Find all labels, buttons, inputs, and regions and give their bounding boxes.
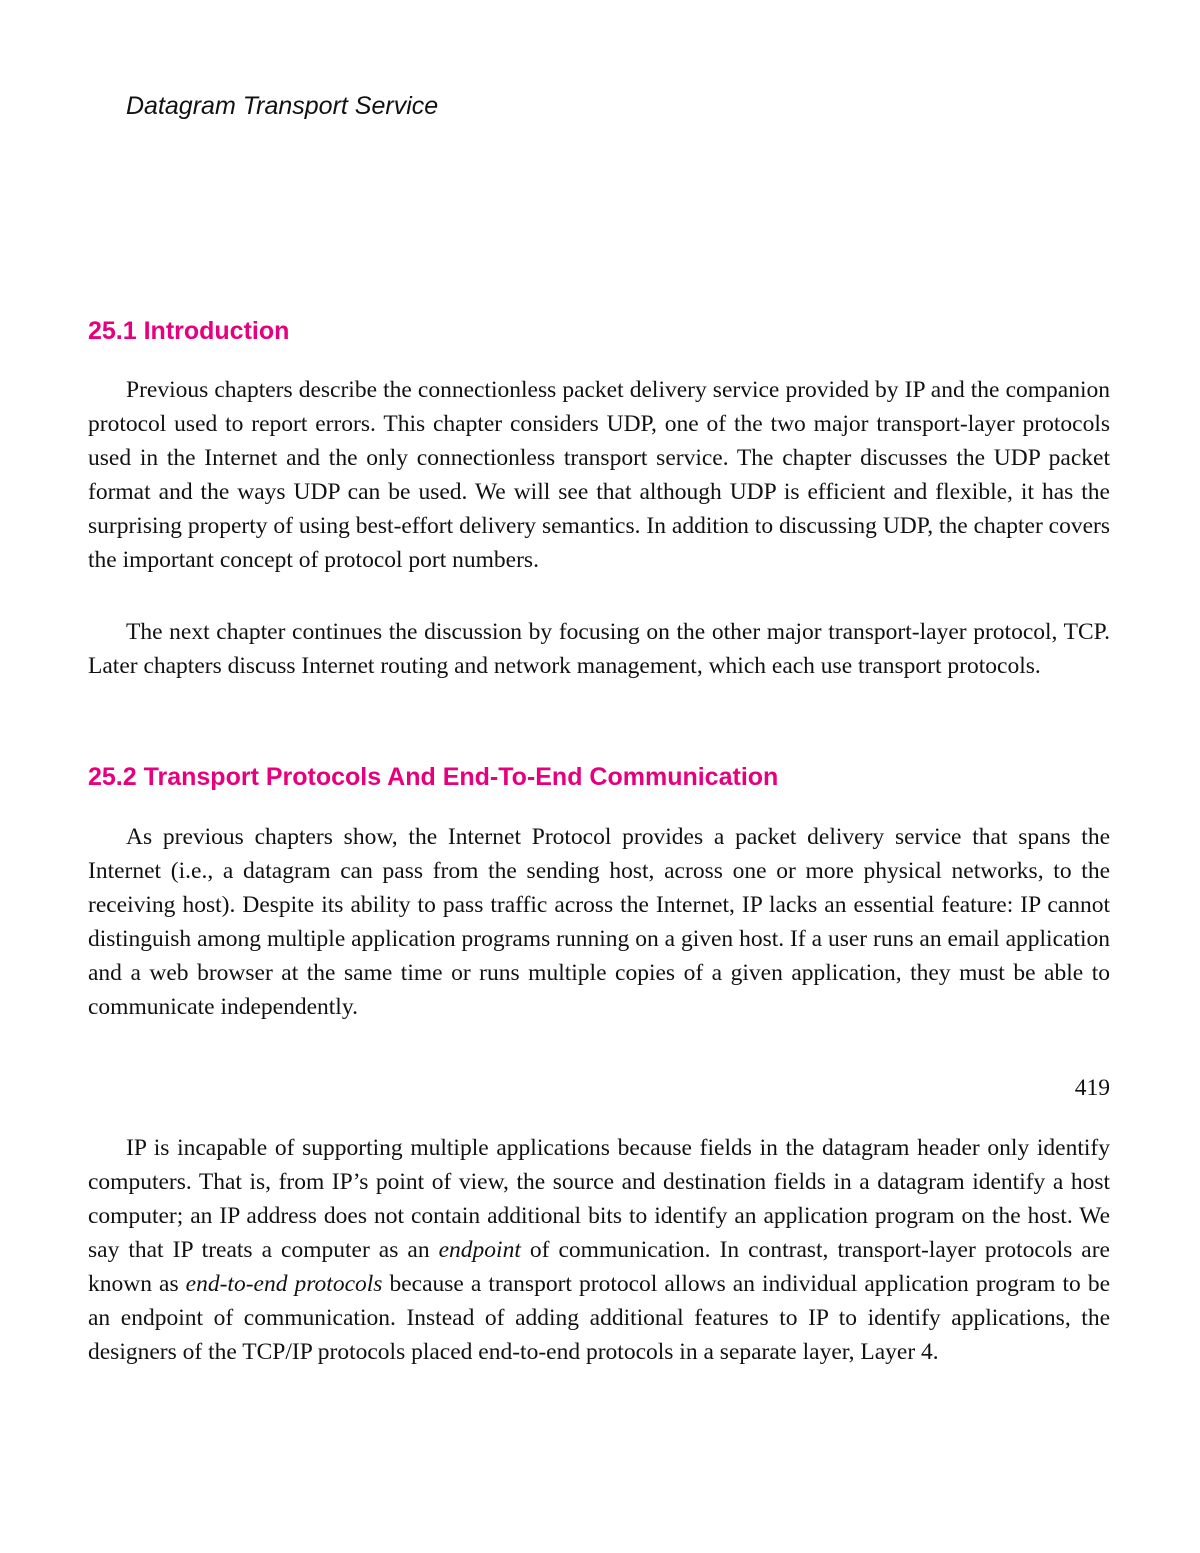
running-head: Datagram Transport Service (126, 92, 439, 120)
transport-paragraph-1: As previous chapters show, the Internet Protocol provides a packet delivery service that spans the Internet (i.e., a datagram can pass from the sending host, across one or more physical networks, to the receiving host). Despite its ability to pass traffic across the Internet, IP lacks an essential feature: IP cannot distinguish among multiple application programs running on a given host. If a user runs an email application and a web browser at the same time or runs multiple copies of a given application, they must be able to communicate independently. (88, 824, 1110, 1020)
intro-paragraph-2: The next chapter continues the discussion by focusing on the other major transport-layer protocol, TCP. Later chapters discuss Internet routing and network management, which each use transport protocols. (88, 619, 1110, 679)
section-heading-introduction: 25.1 Introduction (88, 317, 290, 345)
continuation-paragraph (88, 1131, 1110, 1369)
continuation-text-1: IP is incapable of supporting multiple applications because fields in the datagram header only identify computers. That is, from IP’s point of view, the source and destination fields in a datagram identify a host computer; an IP address does not contain additional bits to identify an application program on the host. We say that IP treats a computer as an (88, 1135, 1110, 1263)
section-heading-transport-protocols: 25.2 Transport Protocols And End-To-End Communication (88, 763, 779, 791)
page-number: 419 (1074, 1075, 1110, 1101)
continuation-text-2: of communication. In contrast, transport-layer protocols are known as (88, 1237, 1110, 1297)
term-end-to-end-protocols: end-to-end protocols (185, 1271, 383, 1297)
intro-paragraph-1: Previous chapters describe the connectionless packet delivery service provided by IP and the companion protocol used to report errors. This chapter considers UDP, one of the two major transport-layer protocols used in the Internet and the only connectionless transport service. The chapter discusses the UDP packet format and the ways UDP can be used. We will see that although UDP is efficient and flexible, it has the surprising property of using best-effort delivery semantics. In addition to discussing UDP, the chapter covers the important concept of protocol port numbers. (88, 377, 1110, 573)
continuation-text-3: because a transport protocol allows an individual application program to be an endpoint of communication. Instead of adding additional features to IP to identify applications, the designers of the TCP/IP protocols placed end-to-end protocols in a separate layer, Layer 4. (88, 1271, 1111, 1365)
term-endpoint: endpoint (438, 1237, 521, 1263)
